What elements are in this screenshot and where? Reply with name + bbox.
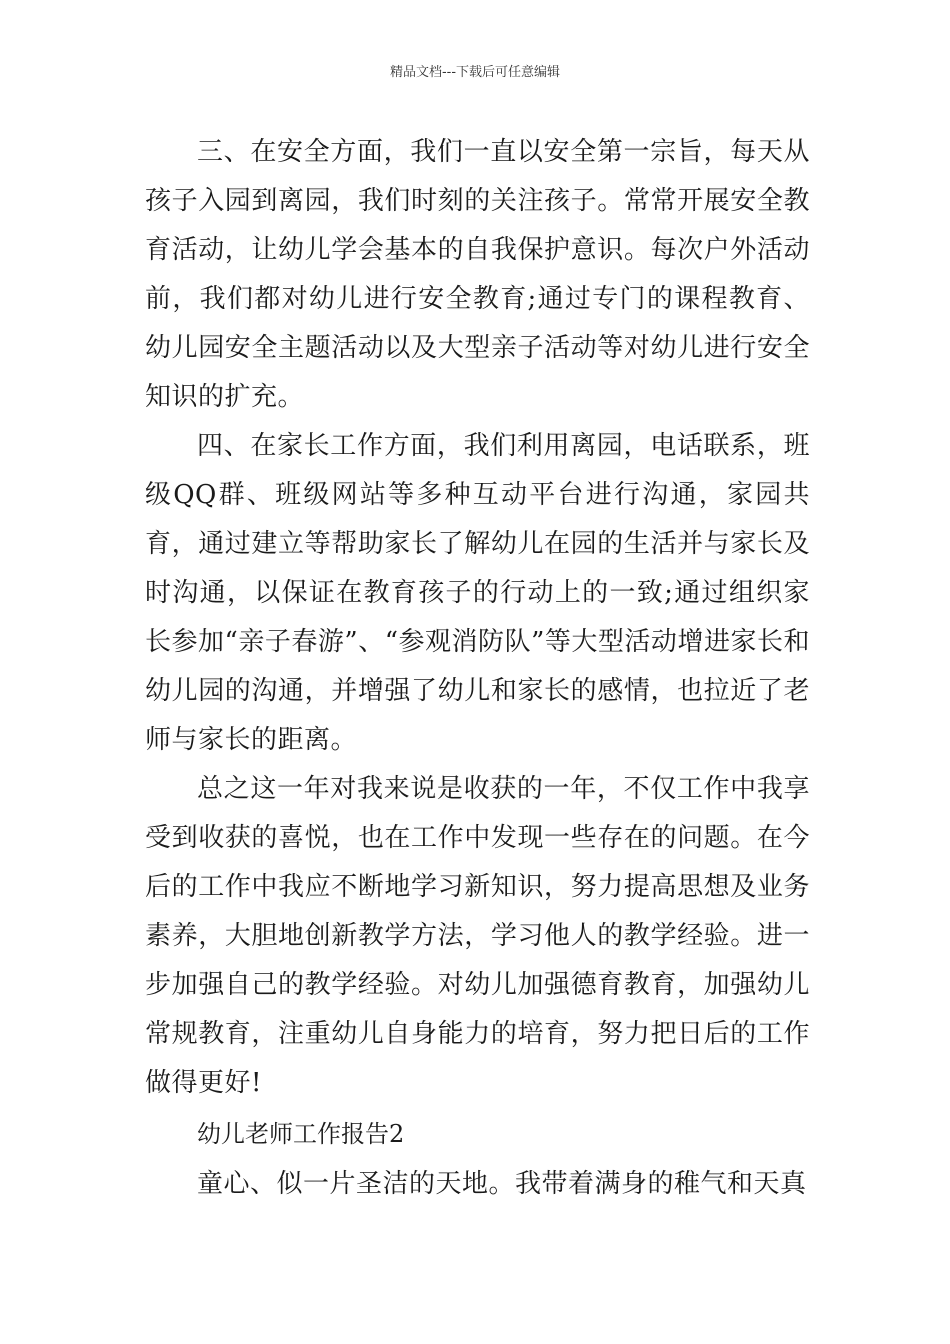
section-title: 幼儿老师工作报告2 <box>197 1120 405 1148</box>
document-body <box>145 128 810 1209</box>
paragraph-summary: 总之这一年对我来说是收获的一年，不仅工作中我享受到收获的喜悦，也在工作中发现一些存在的问题。在今后的工作中我应不断地学习新知识，努力提高思想及业务素养，大胆地创新教学方法，学习他人的教学经验。进一步加强自己的教学经验。对幼儿加强德育教育，加强幼儿常规教育，注重幼儿自身能力的培育，努力把日后的工作做得更好! <box>145 774 810 1098</box>
paragraph-parents: 四、在家长工作方面，我们利用离园，电话联系，班级QQ群、班级网站等多种互动平台进行沟通，家园共育，通过建立等帮助家长了解幼儿在园的生活并与家长及时沟通，以保证在教育孩子的行动上的一致;通过组织家长参加“亲子春游”、“参观消防队”等大型活动增进家长和幼儿园的沟通，并增强了幼儿和家长的感情，也拉近了老师与家长的距离。 <box>145 431 810 755</box>
paragraph-intro: 童心、似一片圣洁的天地。我带着满身的稚气和天真 <box>197 1169 807 1199</box>
page-header: 精品文档---下载后可任意编辑 <box>389 65 561 80</box>
paragraph-safety: 三、在安全方面，我们一直以安全第一宗旨，每天从孩子入园到离园，我们时刻的关注孩子。常常开展安全教育活动，让幼儿学会基本的自我保护意识。每次户外活动前，我们都对幼儿进行安全教育;通过专门的课程教育、幼儿园安全主题活动以及大型亲子活动等对幼儿进行安全知识的扩充。 <box>145 137 810 412</box>
